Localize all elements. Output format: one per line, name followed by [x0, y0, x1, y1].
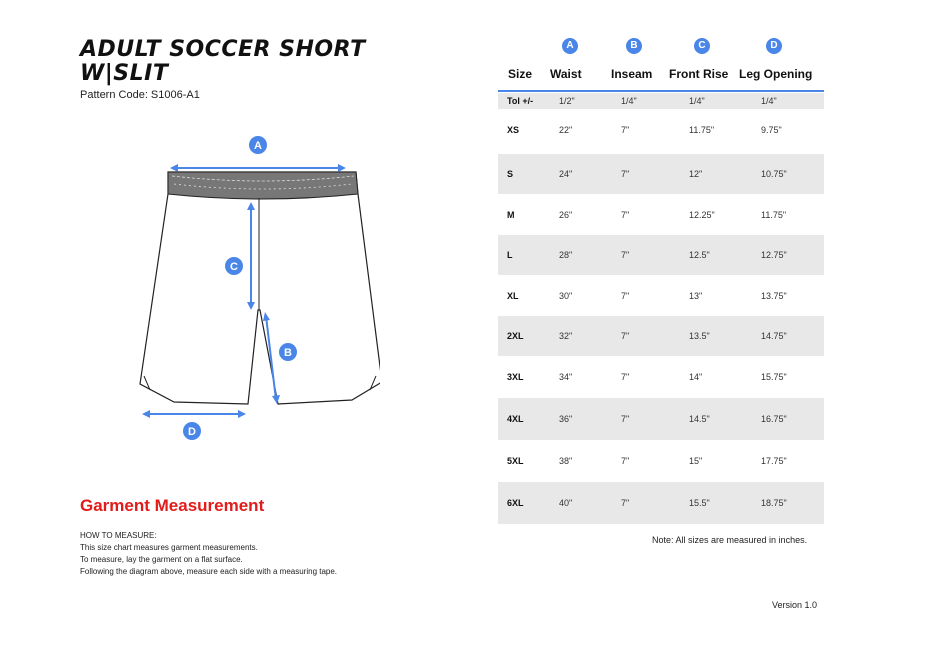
cell-leg-opening: 17.75"	[761, 456, 787, 466]
pattern-code: Pattern Code: S1006-A1	[80, 89, 200, 101]
cell-leg-opening: 10.75"	[761, 169, 787, 179]
badge-a: A	[562, 38, 578, 54]
cell-waist: 34"	[559, 372, 573, 382]
cell-waist: 1/2"	[559, 96, 575, 106]
cell-size: 3XL	[507, 372, 524, 382]
label-d-badge	[183, 422, 201, 440]
measure-a-waist	[170, 164, 346, 172]
cell-waist: 22"	[559, 125, 573, 135]
table-row	[498, 398, 824, 440]
cell-leg-opening: 18.75"	[761, 498, 787, 508]
badge-d: D	[766, 38, 782, 54]
cell-inseam: 7"	[621, 291, 630, 301]
table-row	[498, 276, 824, 316]
cell-inseam: 7"	[621, 456, 630, 466]
label-a: A	[254, 140, 262, 152]
badge-b: B	[626, 38, 642, 54]
how-to-line: Following the diagram above, measure each side with a measuring tape.	[80, 567, 338, 576]
header-front-rise: Front Rise	[669, 67, 729, 81]
cell-inseam: 7"	[621, 169, 630, 179]
how-to-line: To measure, lay the garment on a flat surface.	[80, 555, 243, 564]
table-row	[498, 440, 824, 482]
cell-size: XS	[507, 125, 520, 135]
version-label: Version 1.0	[772, 600, 818, 610]
shorts-outline	[140, 172, 380, 404]
cell-waist: 40"	[559, 498, 573, 508]
units-note: Note: All sizes are measured in inches.	[652, 535, 808, 545]
cell-inseam: 7"	[621, 331, 630, 341]
how-to-measure	[80, 530, 337, 578]
table-row	[498, 482, 824, 524]
cell-size: 6XL	[507, 498, 524, 508]
cell-front-rise: 14.5"	[689, 414, 710, 424]
table-row	[498, 154, 824, 194]
tolerance-row	[498, 93, 824, 109]
cell-front-rise: 14"	[689, 372, 703, 382]
cell-leg-opening: 11.75"	[761, 210, 787, 220]
cell-leg-opening: 14.75"	[761, 331, 787, 341]
cell-inseam: 7"	[621, 250, 630, 260]
cell-inseam: 7"	[621, 372, 630, 382]
cell-waist: 38"	[559, 456, 573, 466]
how-to-line: HOW TO MEASURE:	[80, 531, 157, 540]
cell-waist: 28"	[559, 250, 573, 260]
header-leg-opening: Leg Opening	[739, 67, 813, 81]
title-line-2: W|SLIT	[80, 61, 169, 86]
cell-inseam: 7"	[621, 125, 630, 135]
cell-front-rise: 12.25"	[689, 210, 715, 220]
cell-front-rise: 15"	[689, 456, 703, 466]
cell-front-rise: 11.75"	[689, 125, 715, 135]
cell-size: Tol +/-	[507, 96, 534, 106]
cell-leg-opening: 12.75"	[761, 250, 787, 260]
cell-leg-opening: 9.75"	[761, 125, 782, 135]
table-row	[498, 357, 824, 397]
shorts-diagram	[120, 132, 380, 444]
cell-size: 5XL	[507, 456, 524, 466]
cell-inseam: 1/4"	[621, 96, 637, 106]
page-title	[80, 38, 366, 86]
table-row	[498, 316, 824, 356]
cell-leg-opening: 15.75"	[761, 372, 787, 382]
label-b: B	[284, 347, 292, 359]
title-line-1: ADULT SOCCER SHORT	[80, 37, 366, 62]
cell-waist: 32"	[559, 331, 573, 341]
cell-waist: 36"	[559, 414, 573, 424]
table-row	[498, 110, 824, 150]
label-c-badge	[225, 257, 243, 275]
garment-measurement-heading: Garment Measurement	[80, 496, 265, 515]
cell-front-rise: 1/4"	[689, 96, 705, 106]
cell-waist: 24"	[559, 169, 573, 179]
cell-leg-opening: 16.75"	[761, 414, 787, 424]
cell-size: M	[507, 210, 515, 220]
cell-front-rise: 12.5"	[689, 250, 710, 260]
header-divider	[498, 90, 824, 92]
cell-inseam: 7"	[621, 414, 630, 424]
label-a-badge	[249, 136, 267, 154]
header-waist: Waist	[550, 67, 582, 81]
cell-front-rise: 13.5"	[689, 331, 710, 341]
cell-front-rise: 12"	[689, 169, 703, 179]
table-row	[498, 195, 824, 235]
cell-front-rise: 13"	[689, 291, 703, 301]
cell-size: XL	[507, 291, 519, 301]
label-b-badge	[279, 343, 297, 361]
cell-leg-opening: 1/4"	[761, 96, 777, 106]
cell-waist: 30"	[559, 291, 573, 301]
cell-front-rise: 15.5"	[689, 498, 710, 508]
header-inseam: Inseam	[611, 67, 653, 81]
cell-leg-opening: 13.75"	[761, 291, 787, 301]
table-row	[498, 235, 824, 275]
measure-d-leg-opening	[142, 410, 246, 418]
badge-c: C	[694, 38, 710, 54]
cell-waist: 26"	[559, 210, 573, 220]
cell-size: S	[507, 169, 514, 179]
cell-inseam: 7"	[621, 498, 630, 508]
cell-inseam: 7"	[621, 210, 630, 220]
cell-size: L	[507, 250, 513, 260]
label-c: C	[230, 261, 238, 273]
cell-size: 2XL	[507, 331, 524, 341]
label-d: D	[188, 426, 196, 438]
waistband	[168, 172, 358, 199]
cell-size: 4XL	[507, 414, 524, 424]
how-to-line: This size chart measures garment measurements.	[80, 543, 258, 552]
header-size: Size	[508, 67, 533, 81]
